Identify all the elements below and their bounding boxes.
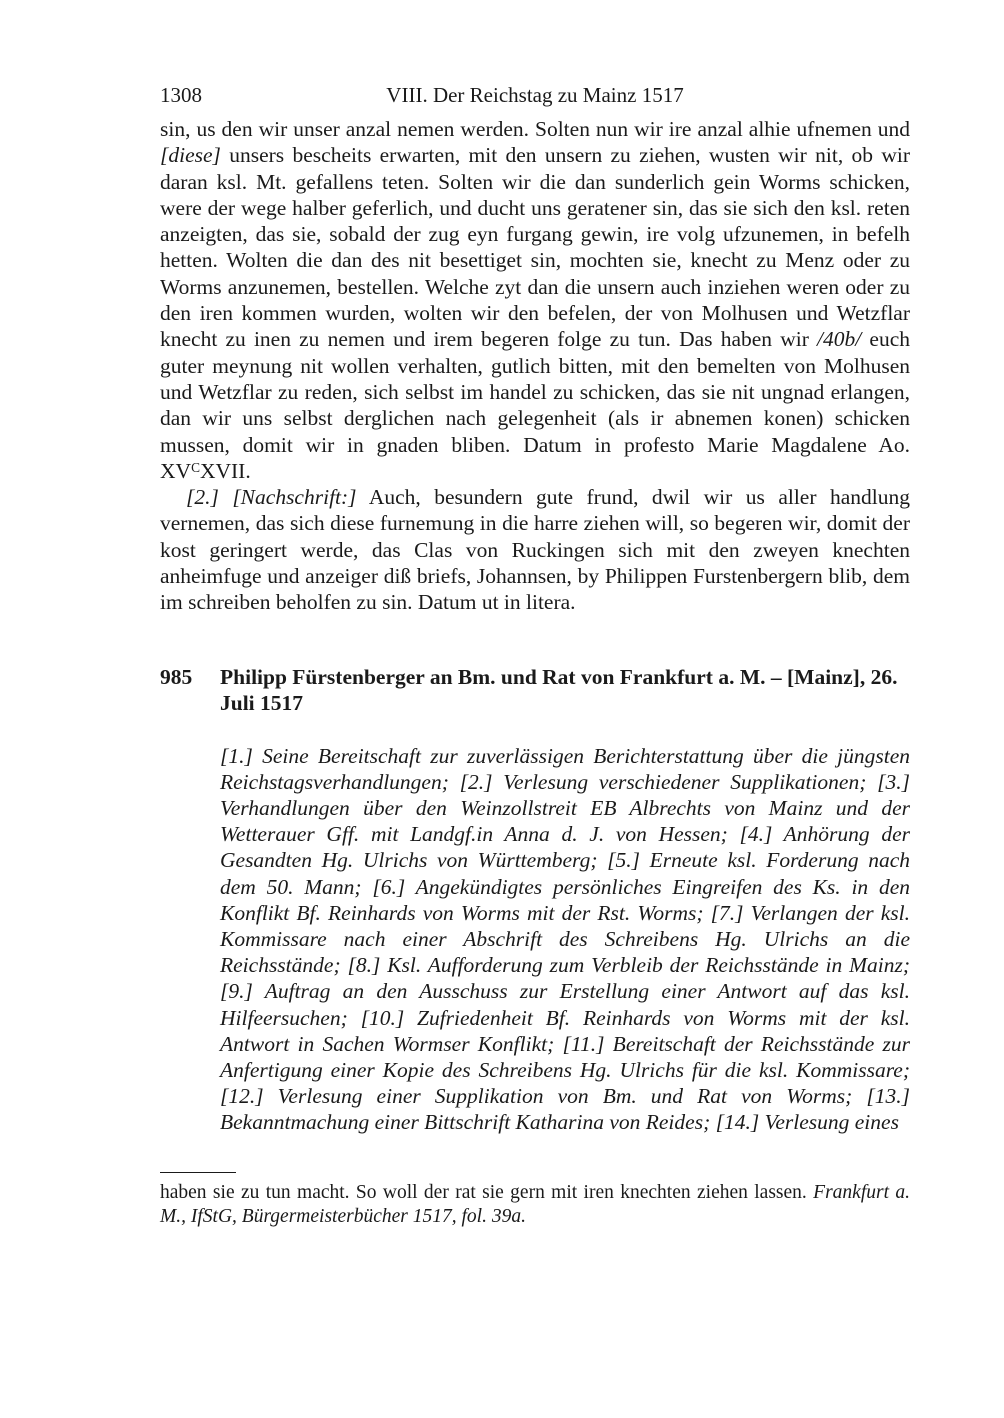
footnote-text: haben sie zu tun macht. So woll der rat sie gern mit iren knechten ziehen lassen. xyxy=(160,1181,814,1203)
page xyxy=(160,80,910,1230)
letter-text-segment: XVII. xyxy=(199,458,251,483)
letter-text-segment: Auch, besundern gute frund, dwil wir us aller handlung vernemen, das sich diese furnemung in die harre ziehen will, so begeren wir, domit der kost geringert werde, das Clas von Ruckingen sich mit den zweyen knechten anheimfuge und anzeiger diß briefs, Johannsen, by Philippen Furstenbergern blib, dem im schreiben beholfen zu sin. Datum ut in litera. xyxy=(160,485,910,615)
document-regest: [1.] Seine Bereitschaft zur zuverlässigen Berichterstattung über die jüngsten Reichstagsverhandlungen; [2.] Verlesung verschiedener Supplikationen; [3.] Verhandlungen über den Weinzollstreit EB Albrechts von Mainz und der Wetterauer Gff. mit Landgf.in Anna d. J. von Hessen; [4.] Anhörung der Gesandten Hg. Ulrichs von Württemberg; [5.] Erneute ksl. Forderung nach dem 50. Mann; [6.] Angekündigtes persönliches Eingreifen des Ks. in den Konflikt Bf. Reinhards von Worms mit der Rst. Worms; [7.] Verlangen der ksl. Kommissare nach einer Abschrift des Schreibens Hg. Ulrichs an die Reichsstände; [8.] Ksl. Aufforderung zum Verbleib der Reichsstände in Mainz; [9.] Auftrag an den Ausschuss zur Erstellung einer Antwort auf das ksl. Hilfeersuchen; [10.] Zufriedenheit Bf. Reinhards von Worms mit der ksl. Antwort in Sachen Wormser Konflikt; [11.] Bereitschaft der Reichsstände zur Anfertigung einer Kopie des Schreibens Hg. Ulrichs für die ksl. Kommissare; [12.] Verlesung einer Supplikation von Bm. und Rat von Worms; [13.] Bekanntmachung einer Bittschrift Katharina von Reides; [14.] Verlesung eines xyxy=(220,743,910,1135)
letter-text-segment: euch guter meynung nit wollen verhalten, gutlich bitten, mit den bemelten von Molhusen und Wetzflar zu reden, sich selbst im handel zu schicken, das sie nit ungnad erlangen, dan wir uns selbst derglichen nach gelegenheit (als ir abnemen konen) schicken mussen, domit wir in gnaden bliben. Datum in profesto Marie Magdalene Ao. XV xyxy=(160,327,911,483)
letter-text xyxy=(160,116,910,616)
document-number: 985 xyxy=(160,664,193,689)
document-heading xyxy=(160,664,910,717)
running-head xyxy=(160,80,910,110)
letter-text-segment: unsers bescheits erwarten, mit den unsern zu ziehen, wusten wir nit, ob wir daran ksl. Mt. gefallens teten. Solten wir die dan sunderlich gein Worms schicken, were der wege halber geferlich, und ducht uns geratener sin, das sie sich den ksl. reten anzeigten, das sie, sobald der zug eyn furgang gewin, ire volg ufzunemen, in befelh hetten. Wolten die dan des nit besettiget sin, mochten sie, knecht zu Menz oder zu Worms anzunemen, bestellen. Welche zyt dan die unsern auch inziehen weren oder zu den iren kommen wurden, wolten wir den befelen, der von Molhusen und Wetzflar knecht zu inen zu nemen und irem begeren folge zu tun. Das haben wir xyxy=(160,143,910,352)
postscript-label: [2.] [Nachschrift:] xyxy=(186,485,357,510)
letter-paragraph-1 xyxy=(160,116,910,484)
footnote-source: Frankfurt a. M., IfStG, Bürgermeisterbücher 1517, fol. 39a. xyxy=(160,1181,910,1228)
folio-marker: /40b/ xyxy=(817,327,862,352)
superscript-c: C xyxy=(191,459,200,475)
letter-paragraph-2 xyxy=(160,484,910,615)
footnote-rule xyxy=(160,1172,236,1173)
running-title: VIII. Der Reichstag zu Mainz 1517 xyxy=(386,83,684,107)
editorial-insertion: [diese] xyxy=(160,143,221,168)
document-title: Philipp Fürstenberger an Bm. und Rat von Frankfurt a. M. – [Mainz], 26. Juli 1517 xyxy=(220,664,898,716)
page-number: 1308 xyxy=(160,83,202,107)
footnote xyxy=(160,1181,910,1230)
letter-text-segment: sin, us den wir unser anzal nemen werden. Solten nun wir ire anzal alhie ufnemen und xyxy=(160,117,910,141)
